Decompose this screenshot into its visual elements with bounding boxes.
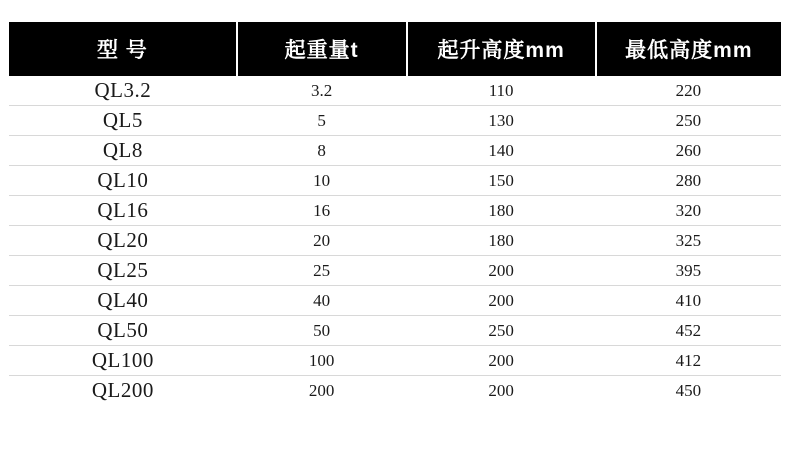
column-header-min-height: 最低高度mm xyxy=(596,22,781,76)
cell-capacity: 20 xyxy=(237,226,407,256)
cell-min-height: 412 xyxy=(596,346,781,376)
cell-capacity: 16 xyxy=(237,196,407,226)
cell-min-height: 452 xyxy=(596,316,781,346)
cell-model: QL10 xyxy=(9,166,237,196)
cell-lift-height: 200 xyxy=(407,286,596,316)
cell-lift-height: 110 xyxy=(407,76,596,106)
cell-lift-height: 150 xyxy=(407,166,596,196)
table-row xyxy=(9,286,781,316)
table-row xyxy=(9,166,781,196)
cell-model: QL3.2 xyxy=(9,76,237,106)
table-row xyxy=(9,196,781,226)
table-row xyxy=(9,136,781,166)
cell-model: QL16 xyxy=(9,196,237,226)
table-header xyxy=(9,22,781,76)
cell-lift-height: 140 xyxy=(407,136,596,166)
cell-lift-height: 200 xyxy=(407,346,596,376)
table-body xyxy=(9,76,781,405)
cell-lift-height: 180 xyxy=(407,196,596,226)
cell-capacity: 5 xyxy=(237,106,407,136)
cell-model: QL40 xyxy=(9,286,237,316)
cell-lift-height: 180 xyxy=(407,226,596,256)
cell-capacity: 25 xyxy=(237,256,407,286)
cell-capacity: 40 xyxy=(237,286,407,316)
cell-capacity: 10 xyxy=(237,166,407,196)
table-row xyxy=(9,106,781,136)
cell-min-height: 260 xyxy=(596,136,781,166)
table-row xyxy=(9,346,781,376)
cell-model: QL200 xyxy=(91,378,154,402)
cell-capacity: 50 xyxy=(237,316,407,346)
cell-capacity: 8 xyxy=(237,136,407,166)
cell-min-height: 450 xyxy=(675,380,702,400)
cell-model: QL50 xyxy=(9,316,237,346)
cell-min-height: 250 xyxy=(596,106,781,136)
cell-min-height: 320 xyxy=(596,196,781,226)
table-row xyxy=(9,316,781,346)
table-row xyxy=(9,256,781,286)
specifications-table xyxy=(9,22,781,405)
cell-model: QL100 xyxy=(9,346,237,376)
cell-min-height: 280 xyxy=(596,166,781,196)
cell-min-height: 410 xyxy=(596,286,781,316)
header-row xyxy=(9,22,781,76)
cell-lift-height: 200 xyxy=(488,380,514,400)
cell-capacity: 3.2 xyxy=(237,76,407,106)
cell-model: QL25 xyxy=(9,256,237,286)
cell-lift-height: 200 xyxy=(407,256,596,286)
cell-model: QL5 xyxy=(9,106,237,136)
table-row xyxy=(9,76,781,106)
cell-model: QL8 xyxy=(9,136,237,166)
cell-min-height: 325 xyxy=(596,226,781,256)
table-row xyxy=(9,226,781,256)
cell-capacity: 100 xyxy=(237,346,407,376)
table-row xyxy=(9,376,781,406)
cell-min-height: 220 xyxy=(596,76,781,106)
column-header-model: 型 号 xyxy=(9,22,237,76)
column-header-lift-height: 起升高度mm xyxy=(407,22,596,76)
cell-model: QL20 xyxy=(9,226,237,256)
column-header-capacity: 起重量t xyxy=(237,22,407,76)
cell-lift-height: 130 xyxy=(407,106,596,136)
cell-min-height: 395 xyxy=(596,256,781,286)
cell-capacity: 200 xyxy=(308,380,335,400)
cell-lift-height: 250 xyxy=(407,316,596,346)
